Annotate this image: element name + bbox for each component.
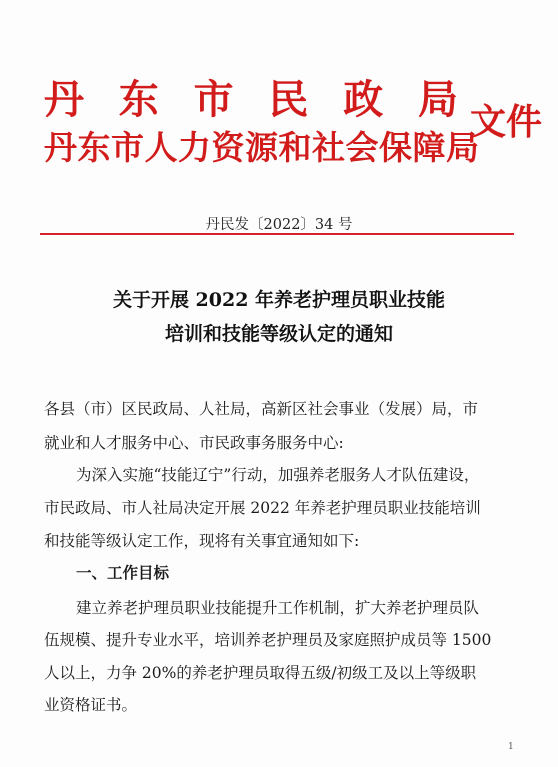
paragraph-1-line2: 市民政局、市人社局决定开展 2022 年养老护理员职业技能培训 [44,499,481,517]
org1-char: 政 [343,76,384,123]
document-title-line2: 培训和技能等级认定的通知 [164,323,393,345]
red-divider [40,233,514,235]
org1-char: 局 [417,76,458,123]
recipients-line2: 就业和人才服务中心、市民政事务服务中心: [44,434,344,452]
letterhead-doc-type: 文件 [470,101,543,143]
org1-char: 丹 [44,76,84,123]
paragraph-1-line1: 为深入实施“技能辽宁”行动，加强养老服务人才队伍建设， [76,466,480,484]
page-number: 1 [508,742,514,752]
letterhead-org1 [44,78,458,122]
letterhead-org2: 丹东市人力资源和社会保障局 [44,128,480,167]
paragraph-1-line3: 和技能等级认定工作，现将有关事宜通知如下: [44,532,360,550]
org1-char: 市 [193,76,234,123]
paragraph-2-line2: 伍规模、提升专业水平，培训养老护理员及家庭照护成员等 1500 [44,631,492,649]
paragraph-2-line3: 人以上，力争 20%的养老护理员取得五级/初级工及以上等级职 [44,664,477,682]
section-1-heading: 一、工作目标 [76,563,170,582]
org1-char: 民 [268,76,309,123]
document-number: 丹民发〔2022〕34 号 [205,217,353,233]
org1-char: 东 [118,76,159,123]
document-title-line1: 关于开展 2022 年养老护理员职业技能 [112,289,446,311]
paragraph-2-line1: 建立养老护理员职业技能提升工作机制，扩大养老护理员队 [76,599,480,617]
paragraph-2-line4: 业资格证书。 [44,696,138,714]
recipients-line1: 各县（市）区民政局、人社局，高新区社会事业（发展）局，市 [44,400,479,418]
